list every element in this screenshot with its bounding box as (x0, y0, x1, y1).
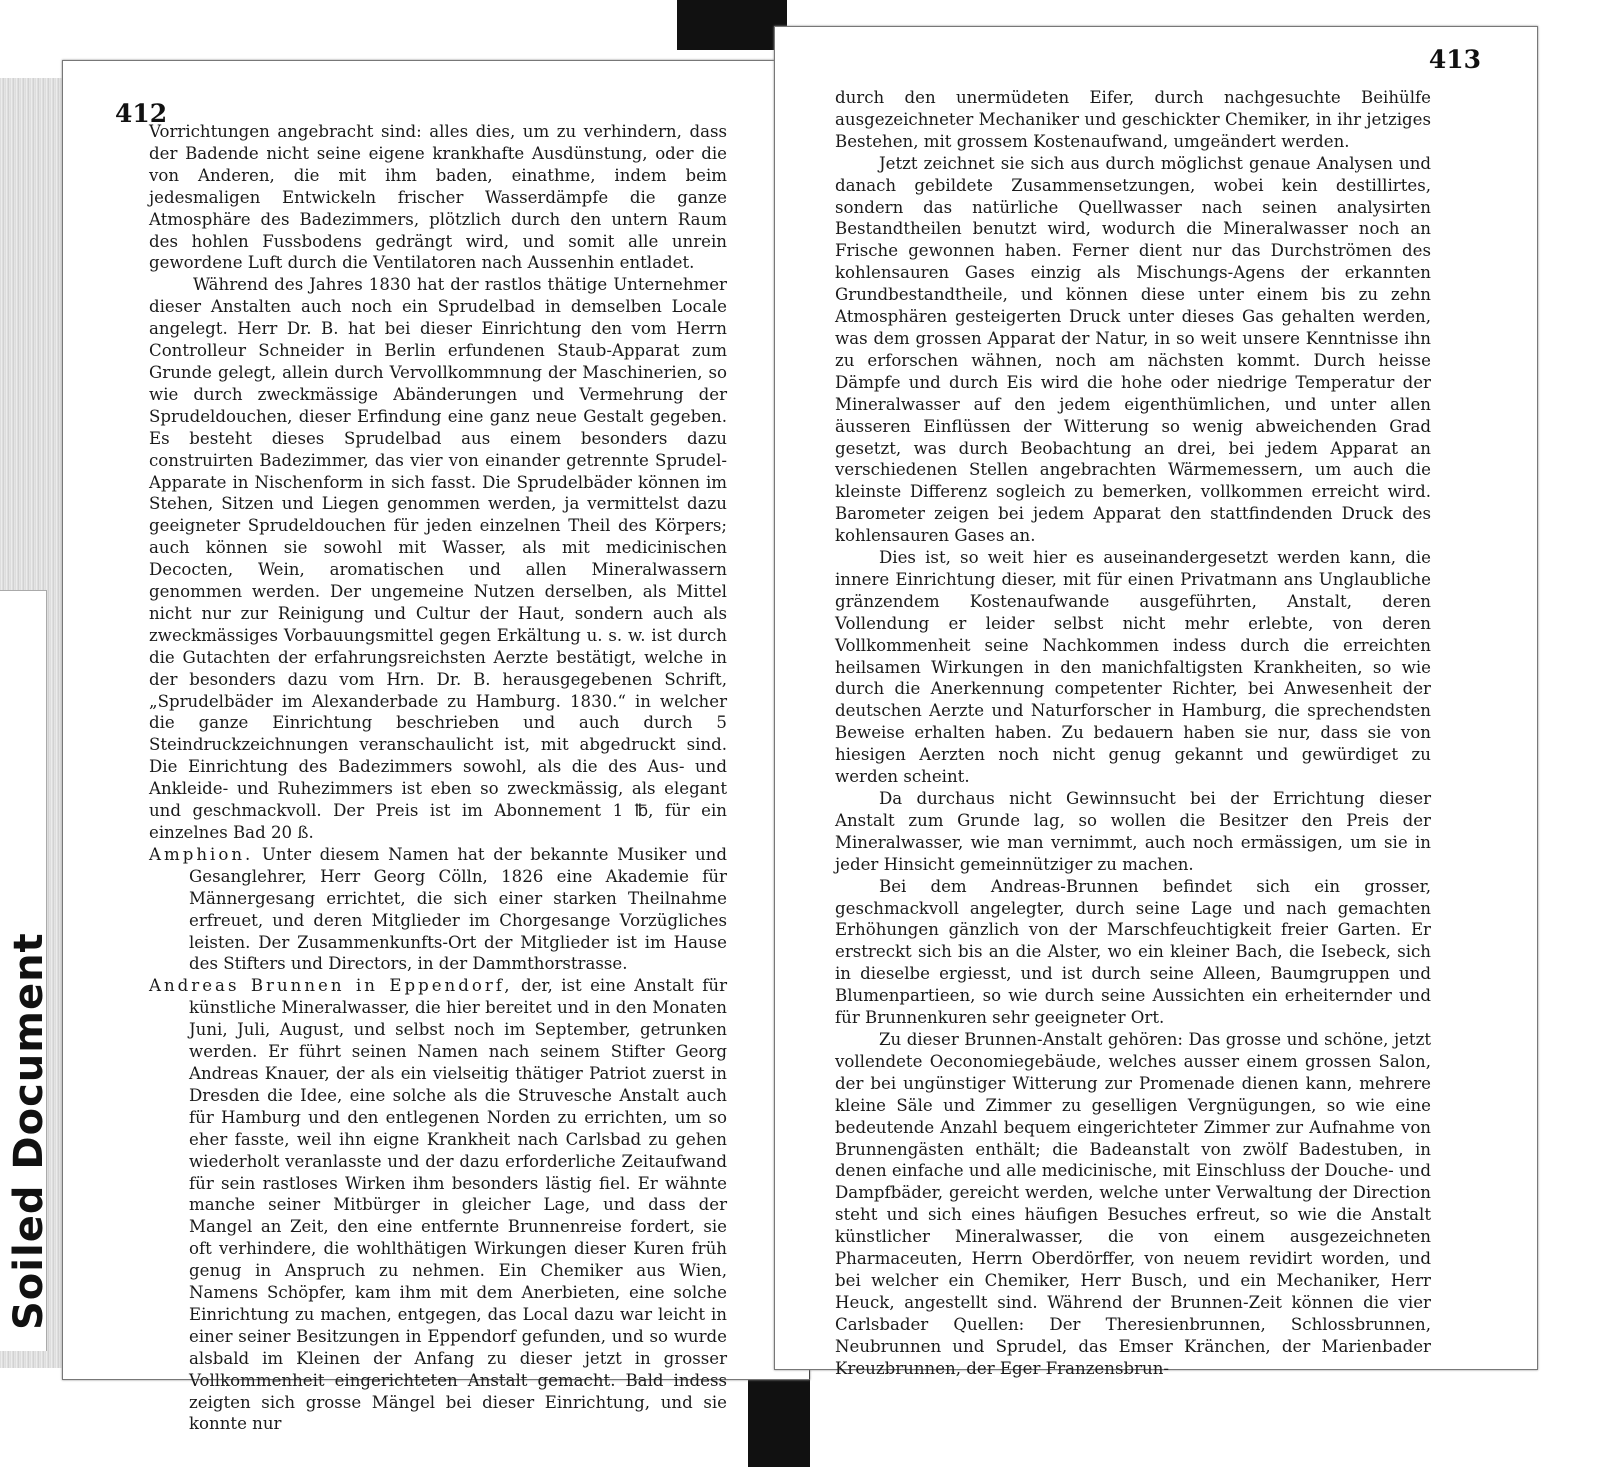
page-number-right: 413 (1428, 45, 1481, 74)
paragraph: durch den unermüdeten Eifer, durch nachgesuchte Beihülfe ausgezeichneter Mechaniker und geschickter Chemiker, in ihr jetziges Bestehen, mit grossem Kostenaufwand, umgeändert werden. (835, 88, 1431, 151)
paragraph: Bei dem Andreas-Brunnen befindet sich ein grosser, geschmackvoll angelegter, durch seine Lage und nach gemachten Erhöhungen gänzlich von der Marschfeuchtigkeit freier Garten. Er erstreckt sich bis an die Alster, wo ein kleiner Bach, die Isebeck, sich in dieselbe ergiesst, und ist durch seine Alleen, Baumgruppen und Blumenpartieen, so wie durch seine Aussichten ein erheiternder und für Brunnenkuren sehr geeigneter Ort. (835, 876, 1431, 1028)
paragraph: Dies ist, so weit hier es auseinandergesetzt werden kann, die innere Einrichtung dieser, mit für einen Privatmann ans Unglaubliche gränzendem Kostenaufwande ausgeführten, Anstalt, deren Vollendung er leider selbst nicht mehr erlebte, von deren Vollkommenheit seine Nachkommen indess durch die erreichten heilsamen Wirkungen in den manichfaltigsten Krankheiten, so wie durch die Anerkennung competenter Richter, bei Anwesenheit der deutschen Aerzte und Naturforscher in Hamburg, die sprechendsten Beweise erhalten haben. Zu bedauern haben sie nur, dass sie von hiesigen Aerzten noch nicht genug gekannt und gewürdiget zu werden scheint. (835, 548, 1431, 787)
paragraph: Jetzt zeichnet sie sich aus durch möglichst genaue Analysen und danach gebildete Zusammensetzungen, wobei kein destillirtes, sondern das natürliche Quellwasser nach seinen analysirten Bestandtheilen benutzt wird, wodurch die Mineralwasser noch an Frische gewonnen haben. Ferner dient nur das Durchströmen des kohlensauren Gases einzig als Mischungs-Agens der erkannten Grundbestandtheile, und können diese unter einem bis zu zehn Atmosphären gesteigerten Druck unter dieses Gas gehalten werden, was dem grossen Apparat der Natur, in so weit unsere Kenntnisse ihn zu erforschen wähnen, noch am nächsten kommt. Durch heisse Dämpfe und durch Eis wird die hohe oder niedrige Temperatur der Mineralwasser auf den jedem eigenthümlichen, und unter allen äusseren Einflüssen der Witterung so wenig abweichenden Grad gesetzt, was durch Beobachtung an drei, bei jedem Apparat an verschiedenen Stellen angebrachten Wärmemessern, um auch die kleinste Differenz sogleich zu bemerken, vollkommen erreicht wird. Barometer zeigen bei jedem Apparat den stattfindenden Druck des kohlensauren Gases an. (835, 153, 1431, 546)
gutter-shadow-top (677, 0, 787, 50)
entry-text: Unter diesem Namen hat der bekannte Musiker und Gesanglehrer, Herr Georg Cölln, 1826 eine Akademie für Männergesang errichtet, die sich einer starken Theilnahme erfreuet, und deren Mitglieder im Chorgesange Vorzügliches leisten. Der Zusammenkunfts-Ort der Mitglieder ist im Hause des Stifters und Directors, in der Dammthorstrasse. (189, 844, 727, 974)
entry-heading: Andreas Brunnen in Eppendorf, (149, 976, 513, 996)
paragraph: Vorrichtungen angebracht sind: alles dies, um zu verhindern, dass der Badende nicht seine eigene krankhafte Ausdünstung, oder die von Anderen, die mit ihm baden, einathme, indem beim jedesmaligen Entwickeln frischer Wasserdämpfe die ganze Atmosphäre des Badezimmers, plötzlich durch den untern Raum des hohlen Fussbodens gedrängt wird, und somit alle unrein gewordene Luft durch die Ventilatoren nach Aussenhin entladet. (149, 122, 727, 273)
left-page (62, 60, 810, 1434)
entry-andreas-brunnen (149, 975, 727, 1435)
right-page (774, 26, 1538, 1378)
stamp-label: Soiled Document (6, 932, 52, 1330)
paragraph: Während des Jahres 1830 hat der rastlos thätige Unternehmer dieser Anstalten auch noch ein Sprudelbad in demselben Locale angelegt. Herr Dr. B. hat bei dieser Einrichtung den vom Herrn Controlleur Schneider in Berlin erfundenen Staub-Apparat zum Grunde gelegt, allein durch Vervollkommnung der Maschinerien, so wie durch zweckmässige Abänderungen und Vermehrung der Sprudeldouchen, dieser Erfindung eine ganz neue Gestalt gegeben. Es besteht dieses Sprudelbad aus einem besonders dazu construirten Badezimmer, das vier von einander getrennte Sprudel-Apparate in Nischenform in sich fasst. Die Sprudelbäder können im Stehen, Sitzen und Liegen genommen werden, ja vermittelst dazu geeigneter Sprudeldouchen für jeden einzelnen Theil des Körpers; auch können sie sowohl mit Wasser, als mit medicinischen Decocten, Wein, aromatischen und allen Mineralwassern genommen werden. Der ungemeine Nutzen derselben, als Mittel nicht nur zur Reinigung und Cultur der Haut, sondern auch als zweckmässiges Vorbauungsmittel gegen Erkältung u. s. w. ist durch die Gutachten der erfahrungsreichsten Aerzte bestätigt, welche in der besonders dazu vom Hrn. Dr. B. herausgegebenen Schrift, „Sprudelbäder im Alexanderbade zu Hamburg. 1830.“ in welcher die ganze Einrichtung beschrieben und auch durch 5 Steindruckzeichnungen veranschaulicht ist, mit abgedruckt sind. Die Einrichtung des Badezimmers sowohl, als die des Aus- und Ankleide- und Ruhezimmers ist eben so zweckmässig, als elegant und geschmackvoll. Der Preis ist im Abonnement 1 ℔, für ein einzelnes Bad 20 ß. (149, 275, 727, 842)
entry-amphion (149, 844, 727, 975)
gutter-shadow-bottom (748, 1370, 810, 1467)
paragraph: Zu dieser Brunnen-Anstalt gehören: Das grosse und schöne, jetzt vollendete Oeconomiegebäude, welches ausser einem grossen Salon, der bei ungünstiger Witterung zur Promenade dienen kann, mehrere kleine Säle und Zimmer zu geselligen Vergnügungen, so wie eine bedeutende Anzahl bequem eingerichteter Zimmer zur Aufnahme von Brunnengästen enthält; die Badeanstalt von zwölf Badestuben, in denen einfache und alle medicinische, mit Einschluss der Douche- und Dampfbäder, gereicht werden, welche unter Verwaltung der Direction steht und sich eines häufigen Besuches erfreut, so wie die Anstalt künstlicher Mineralwasser, die von einem ausgezeichneten Pharmaceuten, Herrn Oberdörffer, von neuem revidirt worden, und bei welcher ein Chemiker, Herr Busch, und ein Mechaniker, Herr Heuck, angestellt sind. Während der Brunnen-Zeit können die vier Carlsbader Quellen: Der Theresienbrunnen, Schlossbrunnen, Neubrunnen und Sprudel, das Emser Kränchen, der Marienbader Kreuzbrunnen, der Eger Franzensbrun- (835, 1029, 1431, 1378)
entry-text: der, ist eine Anstalt für künstliche Mineralwasser, die hier bereitet und in den Monaten Juni, Juli, August, und selbst noch im September, getrunken werden. Er führt seinen Namen nach seinem Stifter Georg Andreas Knauer, der als ein vielseitig thätiger Patriot zuerst in Dresden die Idee, eine solche als die Struvesche Anstalt auch für Hamburg und den entlegenen Norden zu errichten, um so eher fasste, weil ihn eigne Krankheit nach Carlsbad zu gehen wiederholt veranlasste und der dazu erforderliche Zeitaufwand für sein rastloses Wirken ihm besonders lästig fiel. Er wähnte manche seiner Mitbürger in gleicher Lage, und dass der Mangel an Zeit, den eine entfernte Brunnenreise fordert, sie oft verhindere, die wohlthätigen Wirkungen dieser Kuren früh genug in Anspruch zu nehmen. Ein Chemiker aus Wien, Namens Schöpfer, kam ihm mit dem Anerbieten, eine solche Einrichtung zu machen, entgegen, das Local dazu war leicht in einer seiner Besitzungen in Eppendorf gefunden, und so wurde alsbald im Kleinen der Anfang zu dieser jetzt in grosser Vollkommenheit eingerichteten Anstalt gemacht. Bald indess zeigten sich grosse Mängel bei dieser Einrichtung, und sie konnte nur (189, 976, 728, 1434)
paragraph: Da durchaus nicht Gewinnsucht bei der Errichtung dieser Anstalt zum Grunde lag, so wollen die Besitzer den Preis der Mineralwasser, wie man vernimmt, auch noch ermässigen, um sie in jeder Hinsicht gemeinnütziger zu machen. (835, 789, 1431, 874)
entry-heading: Amphion. (149, 844, 254, 864)
right-page-text (835, 87, 1431, 1379)
left-page-text (149, 121, 727, 1435)
page-number-left: 412 (115, 99, 168, 128)
